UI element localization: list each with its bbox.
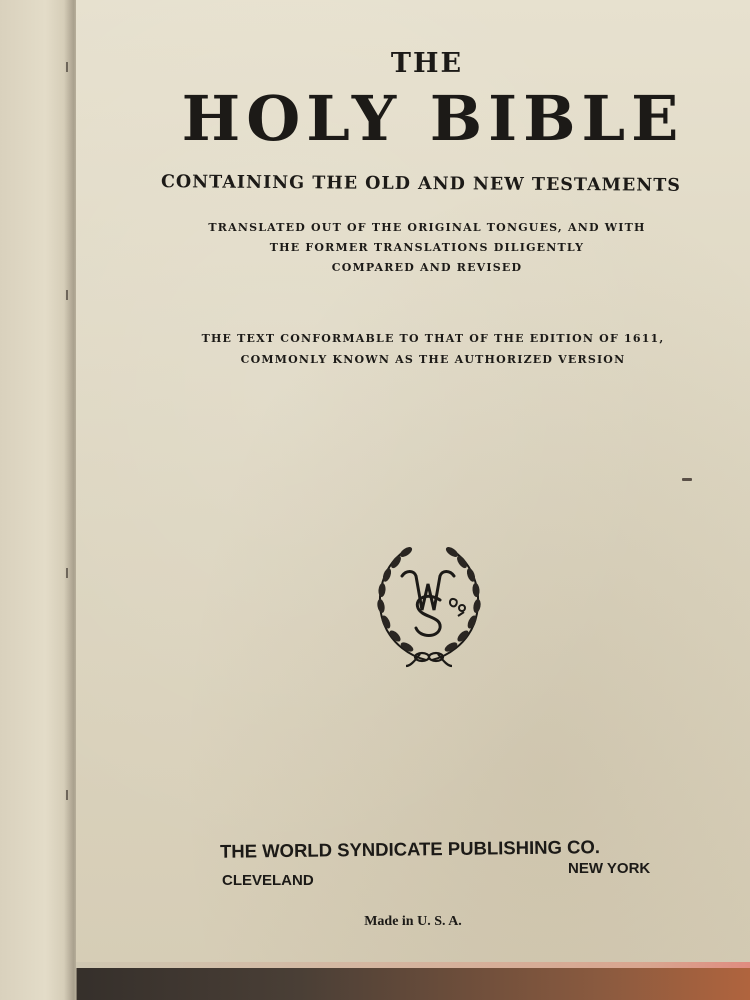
translation-note: [76, 218, 750, 278]
translation-line: COMPARED AND REVISED: [331, 261, 523, 274]
edition-line: THE TEXT CONFORMABLE TO THAT OF THE EDITION OF 1611,: [201, 332, 665, 345]
binding-stitch: [66, 62, 73, 72]
paper-speck: [682, 478, 692, 481]
laurel-wreath-monogram-icon: [370, 540, 488, 670]
publisher-name: THE WORLD SYNDICATE PUBLISHING CO.: [219, 836, 601, 862]
edition-line: COMMONLY KNOWN AS THE AUTHORIZED VERSION: [240, 353, 626, 366]
title-article: THE: [390, 48, 464, 79]
binding-stitch: [66, 290, 73, 300]
title-page: [76, 0, 750, 968]
binding-stitch: [66, 790, 73, 800]
publisher-city-cleveland: CLEVELAND: [222, 872, 314, 889]
publisher-city-new-york: NEW YORK: [568, 860, 651, 877]
edition-note: [76, 328, 750, 370]
book-subtitle: CONTAINING THE OLD AND NEW TESTAMENTS: [160, 172, 682, 196]
made-in-note: Made in U. S. A.: [364, 914, 462, 929]
table-surface: [0, 965, 750, 1000]
book-title: HOLY BIBLE: [181, 82, 685, 155]
binding-stitch: [66, 568, 73, 578]
translation-line: TRANSLATED OUT OF THE ORIGINAL TONGUES, AND WITH: [208, 221, 646, 234]
translation-line: THE FORMER TRANSLATIONS DILIGENTLY: [269, 241, 585, 254]
page-bottom-edge: [76, 962, 750, 968]
